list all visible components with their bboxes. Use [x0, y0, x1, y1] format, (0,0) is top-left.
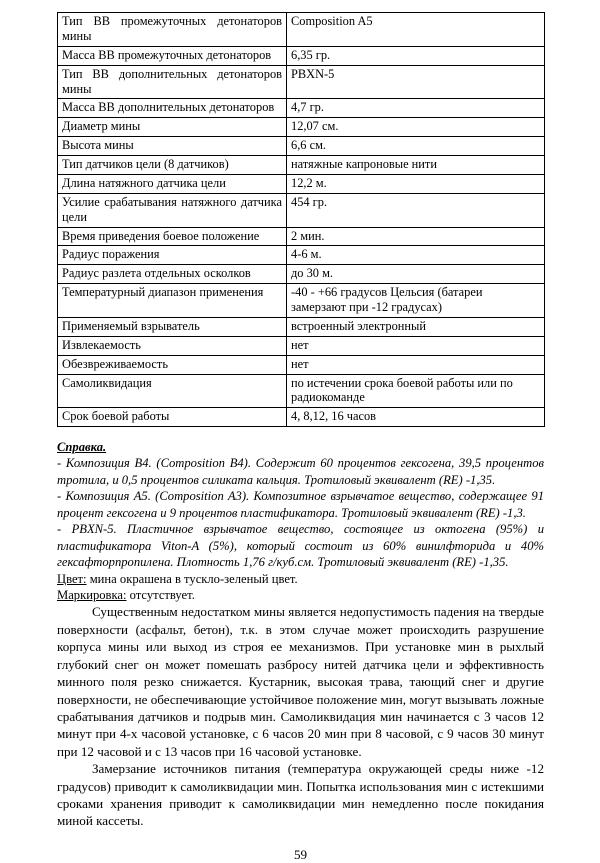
table-row: [58, 46, 545, 65]
marking-line: [57, 587, 544, 603]
reference-entry: - Композиция А5. (Composition A3). Композитное взрывчатое вещество, содержащее 91 процент гексогена и 9 процентов пластификатора. Тротиловый эквивалент (RE) -1,3.: [57, 489, 544, 520]
table-cell-parameter: Время приведения боевое положение: [58, 227, 287, 246]
table-row: [58, 374, 545, 408]
body-paragraphs: [57, 603, 544, 829]
table-cell-parameter: Применяемый взрыватель: [58, 317, 287, 336]
color-label: Цвет:: [57, 571, 87, 586]
table-cell-parameter: Самоликвидация: [58, 374, 287, 408]
table-cell-value: встроенный электронный: [287, 317, 545, 336]
table-cell-value: 2 мин.: [287, 227, 545, 246]
table-cell-parameter: Тип датчиков цели (8 датчиков): [58, 156, 287, 175]
table-row: [58, 317, 545, 336]
body-paragraph: Существенным недостатком мины является недопустимость падения на твердые поверхности (асфальт, бетон), т.к. в этом случае может происходить разрушение корпуса мины или выход из строя ее механизмов. При установке мин в рыхлый глубокий снег он может помешать разбросу нитей датчика цели и эффективность минного поля резко снижается. Кустарник, высокая трава, тающий снег и другие поверхности, не обеспечивающие устойчивое положение мин, могут вызывать ложные срабатывания датчиков и подрыв мин. Самоликвидация мин начинается с 3 часов 12 минут при 4-х часовой установке, с 6 часов 20 мин при 8 часовой, с 9 часов 30 минут при 12 часовой и с 13 часов при 16 часовой установке.: [57, 604, 544, 759]
table-row: [58, 246, 545, 265]
table-row: [58, 193, 545, 227]
table-row: [58, 65, 545, 99]
table-cell-parameter: Масса ВВ промежуточных детонаторов: [58, 46, 287, 65]
table-cell-value: 6,35 гр.: [287, 46, 545, 65]
table-cell-value: по истечении срока боевой работы или по радиокоманде: [287, 374, 545, 408]
table-row: [58, 265, 545, 284]
page-number: 59: [293, 846, 308, 862]
table-cell-parameter: Высота мины: [58, 137, 287, 156]
reference-heading: Справка.: [57, 440, 107, 455]
reference-entry: - Композиция В4. (Composition B4). Содержит 60 процентов гексогена, 39,5 процентов тротила, и 0,5 процентов силиката кальция. Тротиловый эквивалент (RE) -1,35.: [57, 456, 544, 487]
table-cell-parameter: Усилие срабатывания натяжного датчика цели: [58, 193, 287, 227]
specification-table: [57, 12, 545, 427]
page-content: [57, 12, 544, 863]
table-cell-value: до 30 м.: [287, 265, 545, 284]
table-cell-parameter: Температурный диапазон применения: [58, 284, 287, 318]
marking-value: отсутствует.: [126, 588, 195, 602]
table-row: [58, 99, 545, 118]
table-cell-parameter: Срок боевой работы: [58, 408, 287, 427]
table-cell-value: 12,07 см.: [287, 118, 545, 137]
marking-label: Маркировка:: [57, 588, 127, 602]
table-cell-value: 6,6 см.: [287, 137, 545, 156]
color-line: [57, 571, 544, 587]
table-cell-parameter: Диаметр мины: [58, 118, 287, 137]
table-row: [58, 118, 545, 137]
table-cell-parameter: Радиус поражения: [58, 246, 287, 265]
table-cell-value: 4, 8,12, 16 часов: [287, 408, 545, 427]
table-row: [58, 355, 545, 374]
table-cell-parameter: Длина натяжного датчика цели: [58, 174, 287, 193]
reference-entry: - PBXN-5. Пластичное взрывчатое вещество, состоящее из октогена (95%) и пластификатора Viton-A (5%), который состоит из 60% винилфторида и 40% гексафторпропилена. Плотность 1,76 г/куб.см. Тротиловый эквивалент (RE) -1,35.: [57, 522, 544, 570]
table-row: [58, 336, 545, 355]
table-cell-parameter: Тип ВВ промежуточных детонаторов мины: [58, 13, 287, 47]
table-cell-value: нет: [287, 336, 545, 355]
table-cell-value: 4,7 гр.: [287, 99, 545, 118]
table-cell-value: натяжные капроновые нити: [287, 156, 545, 175]
table-cell-parameter: Тип ВВ дополнительных детонаторов мины: [58, 65, 287, 99]
table-cell-value: -40 - +66 градусов Цельсия (батареи замерзают при -12 градусах): [287, 284, 545, 318]
table-cell-parameter: Радиус разлета отдельных осколков: [58, 265, 287, 284]
table-row: [58, 137, 545, 156]
table-cell-parameter: Обезвреживаемость: [58, 355, 287, 374]
table-cell-value: PBXN-5: [287, 65, 545, 99]
table-row: [58, 13, 545, 47]
table-cell-parameter: Масса ВВ дополнительных детонаторов: [58, 99, 287, 118]
reference-entries: [57, 455, 544, 570]
table-row: [58, 408, 545, 427]
color-value: мина окрашена в тускло-зеленый цвет.: [86, 571, 298, 586]
table-row: [58, 284, 545, 318]
table-row: [58, 174, 545, 193]
table-cell-parameter: Извлекаемость: [58, 336, 287, 355]
table-row: [58, 156, 545, 175]
specification-table-body: [58, 13, 545, 427]
table-cell-value: 454 гр.: [287, 193, 545, 227]
table-row: [58, 227, 545, 246]
table-cell-value: 4-6 м.: [287, 246, 545, 265]
table-cell-value: нет: [287, 355, 545, 374]
table-cell-value: 12,2 м.: [287, 174, 545, 193]
table-cell-value: Composition A5: [287, 13, 545, 47]
body-paragraph: Замерзание источников питания (температура окружающей среды ниже -12 градусов) приводит к самоликвидации мин. Попытка использования мин с истекшими сроками хранения приводит к самоликвидации мин немедленно после покидания миной кассеты.: [57, 761, 544, 829]
